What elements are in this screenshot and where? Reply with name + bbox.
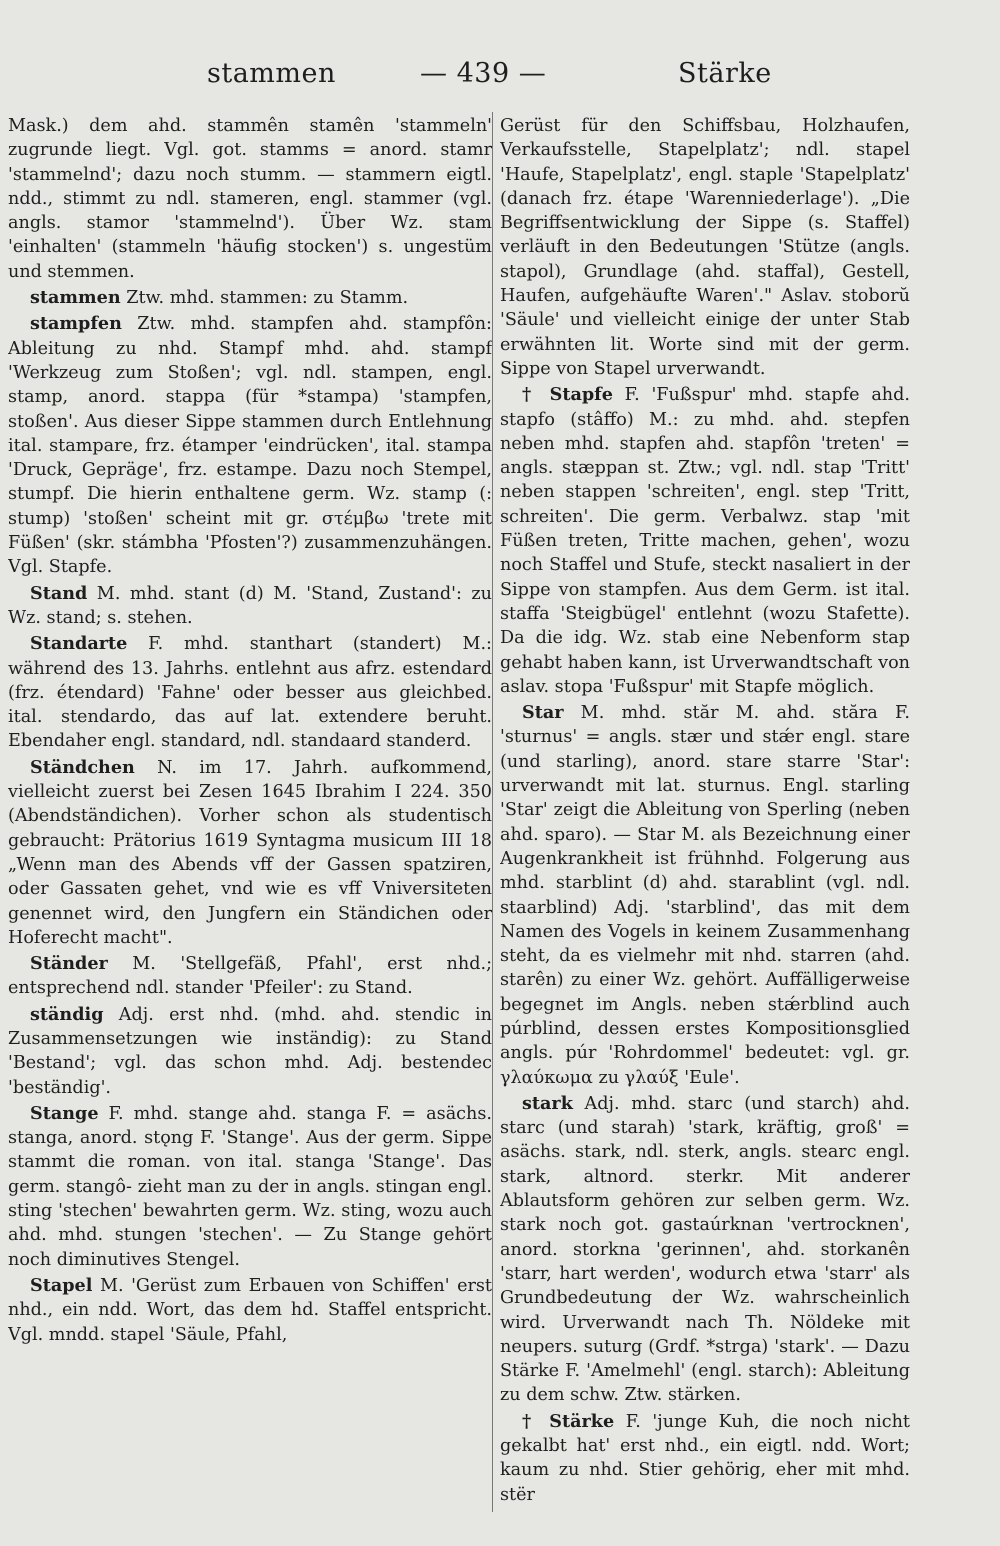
dictionary-entry bbox=[8, 582, 492, 631]
left-column bbox=[8, 114, 492, 1524]
entry-text: F. mhd. stanthart (standert) M.: während des 13. Jahrhs. entlehnt aus afrz. estendard (frz. étendard) 'Fahne' oder besser aus gleichbed. ital. stendardo, das auf lat. extendere beruht. Ebendaher engl. standard, ndl. standaard standerd. bbox=[8, 634, 492, 752]
dictionary-entry bbox=[8, 632, 492, 753]
entry-headword: Stange bbox=[30, 1102, 99, 1124]
entry-text: F. mhd. stange ahd. stanga F. = asächs. stanga, anord. stǫng F. 'Stange'. Aus der germ. Sippe stammt die roman. von ital. stanga 'Stange'. Das germ. stangô- zieht man zu der in angls. stingan engl. sting 'stechen' bewahrten germ. Wz. sting, wozu auch ahd. mhd. stungen 'stechen'. — Zu Stange gehört noch diminutives Stengel. bbox=[8, 1103, 492, 1270]
dictionary-entry bbox=[500, 701, 910, 1090]
entry-text: F. 'junge Kuh, die noch nicht gekalbt hat' erst nhd., ein eigtl. ndd. Wort; kaum zu nhd. Stier gehörig, eher mit mhd. stër bbox=[500, 1411, 910, 1505]
entry-text: Mask.) dem ahd. stammên stamên 'stammeln' zugrunde liegt. Vgl. got. stamms = anord. stamr 'stammelnd'; dazu noch stumm. — stammern eigtl. ndd., stimmt zu ndl. stameren, engl. stammer (vgl. angls. stamor 'stammelnd'). Über Wz. stam 'einhalten' (stammeln 'häufig stocken') s. ungestüm und stemmen. bbox=[8, 116, 492, 282]
entry-text: Ztw. mhd. stammen: zu Stamm. bbox=[120, 288, 409, 309]
page-number: — 439 — bbox=[420, 58, 547, 89]
entry-headword: Star bbox=[522, 702, 564, 724]
entry-headword: stampfen bbox=[30, 313, 122, 335]
entry-text: N. im 17. Jahrh. aufkommend, vielleicht zuerst bei Zesen 1645 Ibrahim I 224. 350 (Abendständichen). Vorher schon als studentisch gebraucht: Prätorius 1619 Syntagma musicum III 18 „Wenn man des Abends vff der Gassen spatziren, oder Gassaten gehet, vnd wie es vff Vniversiteten genennet wird, den Jungfern ein Ständichen oder Hoferecht macht". bbox=[8, 757, 492, 948]
entry-headword: Stand bbox=[30, 582, 88, 604]
entry-headword: stammen bbox=[30, 287, 121, 309]
dictionary-entry bbox=[8, 1003, 492, 1100]
right-column bbox=[500, 114, 910, 1524]
entry-text: Gerüst für den Schiffsbau, Holzhaufen, Verkaufsstelle, Stapelplatz'; ndl. stapel 'Haufe, Stapelplatz', engl. staple 'Stapelplatz' (danach frz. étape 'Warenniederlage'). „Die Begriffsentwicklung der Sippe (s. Staffel) verläuft in den Bedeutungen 'Stütze (angls. stapol), Grundlage (ahd. staffal), Gestell, Haufen, aufgehäufte Waren'." Aslav. stoborŭ 'Säule' und vielleicht einige der unter Stab erwähnten lit. Worte sind mit der germ. Sippe von Stapel urverwandt. bbox=[500, 116, 910, 379]
dictionary-entry bbox=[8, 1274, 492, 1347]
entry-text: M. mhd. stant (d) M. 'Stand, Zustand': zu Wz. stand; s. stehen. bbox=[8, 583, 492, 628]
dictionary-entry bbox=[500, 114, 910, 381]
column-divider bbox=[492, 112, 493, 1512]
entry-headword: stark bbox=[522, 1092, 573, 1114]
entry-headword: † Stapfe bbox=[522, 384, 613, 406]
dictionary-entry bbox=[8, 286, 492, 310]
entry-text: M. 'Gerüst zum Erbauen von Schiffen' erst nhd., ein ndd. Wort, das dem hd. Staffel entspricht. Vgl. mndd. stapel 'Säule, Pfahl, bbox=[8, 1275, 492, 1345]
header-right-word: Stärke bbox=[678, 58, 772, 89]
dictionary-entry bbox=[8, 1102, 492, 1272]
dictionary-entry bbox=[8, 114, 492, 284]
entry-text: Adj. erst nhd. (mhd. ahd. stendic in Zusammensetzungen wie inständig): zu Stand 'Bestand'; vgl. das schon mhd. Adj. bestendec 'beständig'. bbox=[8, 1004, 492, 1098]
entry-headword: Stapel bbox=[30, 1274, 93, 1296]
entry-headword: Ständchen bbox=[30, 756, 135, 778]
header-left-word: stammen bbox=[207, 58, 336, 89]
entry-headword: Standarte bbox=[30, 633, 128, 655]
dictionary-entry bbox=[500, 383, 910, 699]
dictionary-entry bbox=[8, 312, 492, 579]
entry-text: M. 'Stellgefäß, Pfahl', erst nhd.; entsprechend ndl. stander 'Pfeiler': zu Stand. bbox=[8, 954, 492, 999]
entry-text: Ztw. mhd. stampfen ahd. stampfôn: Ableitung zu nhd. Stampf mhd. ahd. stampf 'Werkzeug zum Stoßen'; vgl. ndl. stampen, engl. stamp, anord. stappa (für *stampa) 'stampfen, stoßen'. Aus dieser Sippe stammen durch Entlehnung ital. stampare, frz. étamper 'eindrücken', ital. stampa 'Druck, Gepräge', frz. estampe. Dazu noch Stempel, stumpf. Die hierin enthaltene germ. Wz. stamp (: stump) 'stoßen' scheint mit gr. στέμβω 'trete mit Füßen' (skr. stámbha 'Pfosten'?) zusammenzuhängen. Vgl. Stapfe. bbox=[8, 314, 492, 578]
dictionary-entry bbox=[8, 952, 492, 1001]
dictionary-entry bbox=[500, 1092, 910, 1408]
entry-text: F. 'Fußspur' mhd. stapfe ahd. stapfo (stâffo) M.: zu mhd. ahd. stepfen neben mhd. stapfen ahd. stapfôn 'treten' = angls. stæppan st. Ztw.; vgl. ndl. stap 'Tritt' neben stappen 'schreiten', engl. step 'Tritt, schreiten'. Die germ. Verbalwz. stap 'mit Füßen treten, Tritte machen, gehen', wozu noch Staffel und Stufe, steckt nasaliert in der Sippe von stampfen. Aus dem Germ. ist ital. staffa 'Steigbügel' entlehnt (wozu Stafette). Da die idg. Wz. stab eine Nebenform stap gehabt haben kann, ist Urverwandtschaft von aslav. stopa 'Fußspur' mit Stapfe möglich. bbox=[500, 385, 910, 697]
entry-text: Adj. mhd. starc (und starch) ahd. starc (und starah) 'stark, kräftig, groß' = asächs. stark, ndl. sterk, angls. stearc engl. stark, altnord. sterkr. Mit anderer Ablautsform gehören zur selben germ. Wz. stark noch got. gastaúrknan 'vertrocknen', anord. storkna 'gerinnen', ahd. storkanên 'starr, hart werden', wodurch etwa 'starr' als Grundbedeutung der Wz. wahrscheinlich wird. Urverwandt nach Th. Nöldeke mit neupers. suturg (Grdf. *strga) 'stark'. — Dazu Stärke F. 'Amelmehl' (engl. starch): Ableitung zu dem schw. Ztw. stärken. bbox=[500, 1093, 910, 1406]
dictionary-entry bbox=[8, 756, 492, 950]
entry-text: M. mhd. stăr M. ahd. stăra F. 'sturnus' = angls. stær und stǽr engl. stare (und starling), anord. stare starre 'Star': urverwandt mit lat. sturnus. Engl. starling 'Star' zeigt die Ableitung von Sperling (neben ahd. sparo). — Star M. als Bezeichnung einer Augenkrankheit ist frühnhd. Folgerung aus mhd. starblint (d) ahd. starablint (vgl. ndl. staarblind) Adj. 'starblind', das mit dem Namen des Vogels in keinem Zusammenhang steht, da es vielmehr mit nhd. starren (ahd. starên) zu einer Wz. gehört. Auffälligerweise begegnet im Angls. neben stǽrblind auch púrblind, dessen erstes Kompositionsglied angls. púr 'Rohrdommel' bedeutet: vgl. gr. γλαύκωμα zu γλαύξ 'Eule'. bbox=[500, 703, 910, 1088]
running-header bbox=[0, 58, 1000, 98]
entry-headword: Ständer bbox=[30, 953, 108, 975]
dictionary-entry bbox=[500, 1410, 910, 1507]
entry-headword: ständig bbox=[30, 1003, 104, 1025]
entry-headword: † Stärke bbox=[522, 1410, 615, 1432]
